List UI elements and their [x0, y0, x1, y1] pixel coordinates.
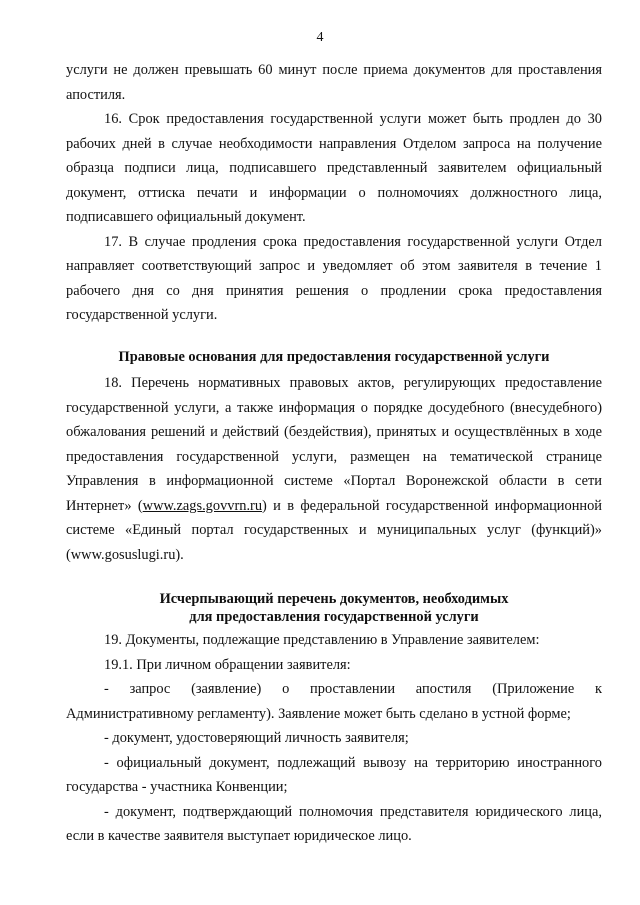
section-heading-documents-line1: Исчерпывающий перечень документов, необходимых — [159, 591, 509, 607]
section-top-text — [66, 58, 602, 328]
paragraph-16: 16. Срок предоставления государственной услуги может быть продлен до 30 рабочих дней в случае необходимости направления Отделом запроса на получение образца подписи лица, подписавшего представленный заявителем официальный документ, оттиска печати и информации о полномочиях должностного лица, подписавшего официальный документ. — [66, 111, 602, 225]
list-item-identity-document: - документ, удостоверяющий личность заявителя; — [104, 730, 409, 746]
list-item-request: - запрос (заявление) о проставлении апостиля (Приложение к Административному регламенту). Заявление может быть сделано в устной форме; — [66, 681, 602, 722]
paragraph-19-1: 19.1. При личном обращении заявителя: — [104, 656, 351, 673]
section-heading-documents-line2: для предоставления государственной услуги — [189, 609, 479, 625]
list-item-authority-document: - документ, подтверждающий полномочия представителя юридического лица, если в качестве заявителя выступает юридическое лицо. — [66, 803, 602, 844]
zags-website-link[interactable]: www.zags.govvrn.ru — [142, 497, 263, 514]
list-item-official-document: - официальный документ, подлежащий вывозу на территорию иностранного государства - участника Конвенции; — [66, 754, 602, 795]
paragraph-18 — [66, 371, 602, 567]
paragraph-19: 19. Документы, подлежащие представлению в Управление заявителем: — [104, 632, 540, 648]
section-legal-text — [66, 371, 602, 567]
paragraph-17: 17. В случае продления срока предоставления государственной услуги Отдел направляет соответствующий запрос и уведомляет об этом заявителя в течение 1 рабочего дня со дня принятия решения о продлении срока предоставления государственной услуги. — [66, 233, 602, 323]
paragraph-18-text-end: ) и в федеральной государственной информационной системе «Единый портал государственных и муниципальных услуг (функций)» (www.gosuslugi.ru). — [66, 497, 603, 563]
section-heading-legal-basis: Правовые основания для предоставления государственной услуги — [118, 349, 550, 365]
paragraph-continuation: услуги не должен превышать 60 минут после приема документов для проставления апостиля. — [66, 62, 602, 103]
section-documents-text — [66, 628, 602, 849]
page-number: 4 — [316, 30, 324, 45]
paragraph-18-text-start: 18. Перечень нормативных правовых актов, регулирующих предоставление государственной услуги, а также информация о порядке досудебного (внесудебного) обжалования решений и действий (бездействия), принятых и осуществлённых в ходе предоставления государственной услуги, размещен на тематической странице Управления в информационной системе «Портал Воронежской области в сети Интернет» ( — [66, 375, 602, 514]
section-heading-documents — [66, 590, 602, 626]
